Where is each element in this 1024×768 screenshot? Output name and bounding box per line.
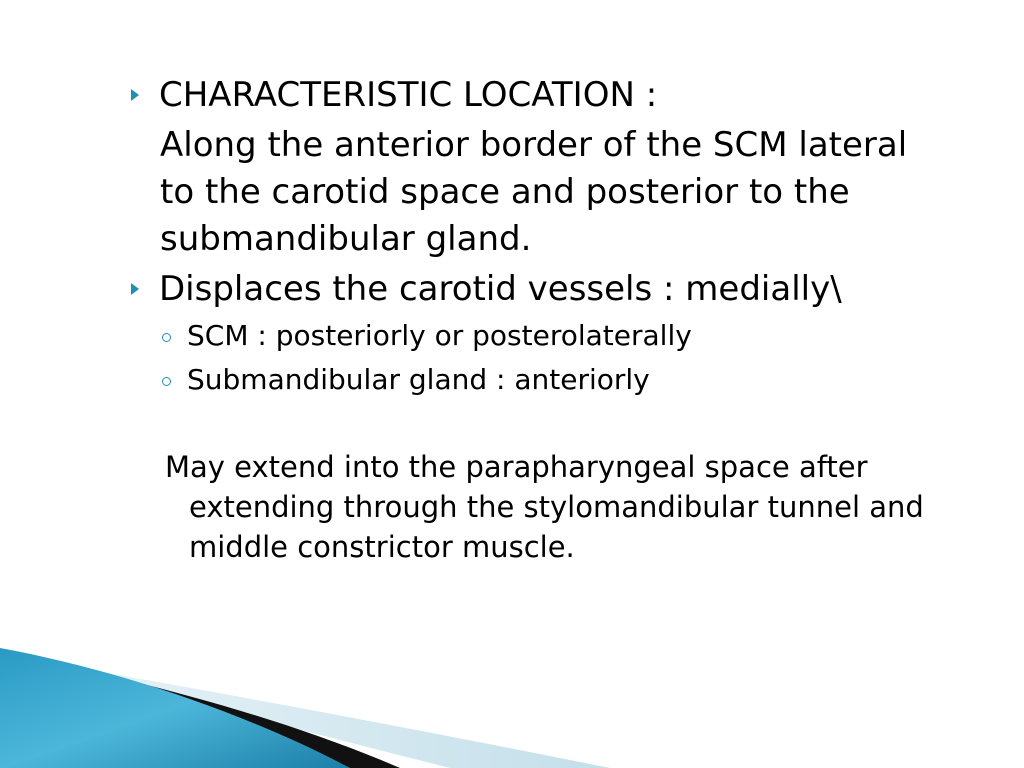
paragraph-line: extending through the stylomandibular tunnel and — [189, 490, 924, 524]
bullet-heading: CHARACTERISTIC LOCATION : — [159, 75, 658, 115]
sub-bullet-text: SCM : posteriorly or posterolaterally — [187, 319, 692, 352]
bullet-text-line: Along the anterior border of the SCM lateral — [160, 125, 908, 165]
paragraph-line: May extend into the parapharyngeal space after — [165, 450, 868, 484]
bullet-text-line: submandibular gland. — [160, 219, 532, 259]
bullet-heading: Displaces the carotid vessels : medially\ — [159, 269, 842, 309]
paragraph-line: middle constrictor muscle. — [189, 530, 575, 564]
bullet-text-line: to the carotid space and posterior to the — [160, 172, 850, 212]
sub-bullet-text: Submandibular gland : anteriorly — [187, 363, 650, 396]
